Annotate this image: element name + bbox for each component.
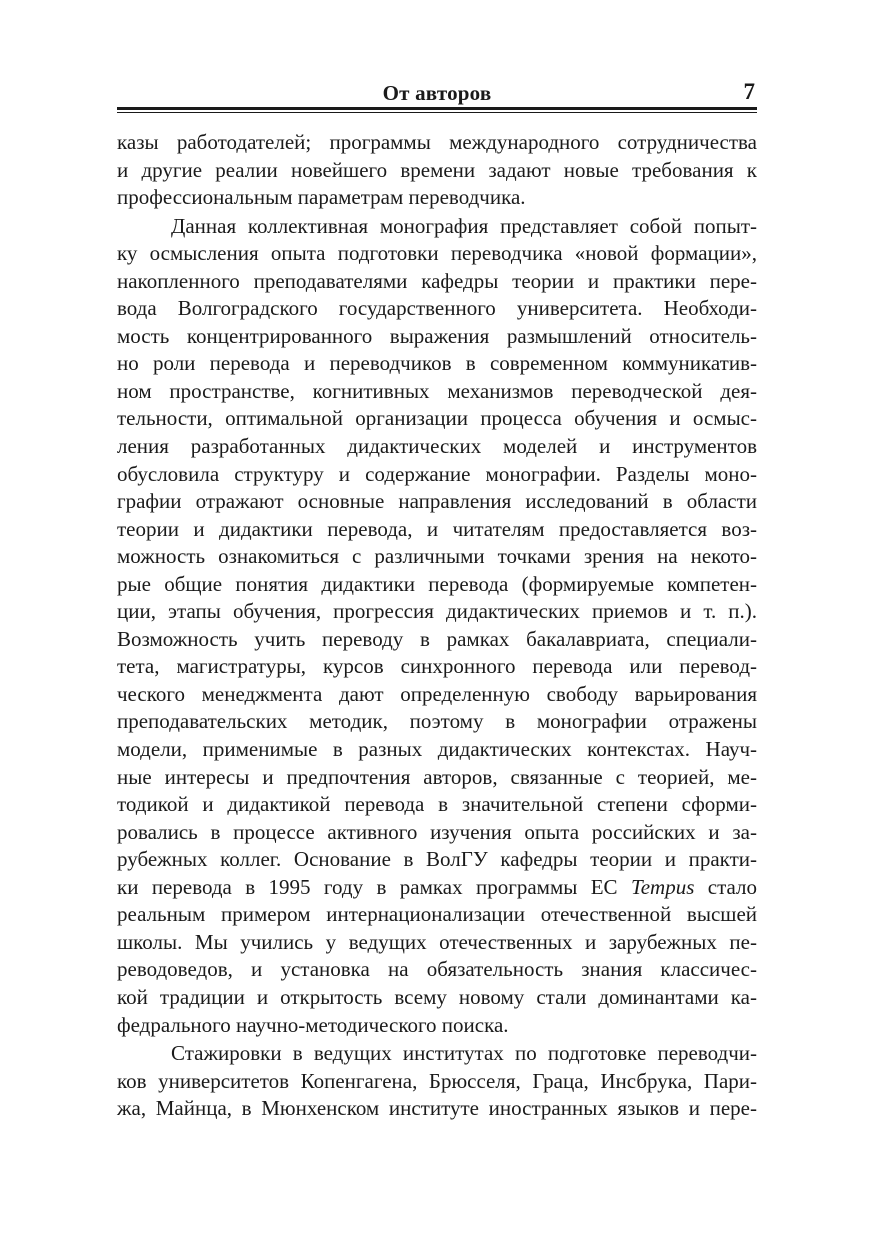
text-line: тета, магистратуры, курсов синхронного перевода или перевод-: [117, 654, 757, 679]
text-line: модели, применимые в разных дидактических контекстах. Науч-: [117, 737, 757, 762]
text-line: жа, Майнца, в Мюнхенском институте иностранных языков и пере-: [117, 1096, 757, 1121]
text-line: рые общие понятия дидактики перевода (формируемые компетен-: [117, 571, 757, 596]
paragraph: [117, 1040, 757, 1123]
text-line: Стажировки в ведущих институтах по подготовке переводчи-: [171, 1041, 757, 1066]
text-line: обусловила структуру и содержание монографии. Разделы моно-: [117, 461, 757, 486]
header-rule-thick: [117, 107, 757, 110]
text-line: кой традиции и открытость всему новому стали доминантами ка-: [117, 984, 757, 1009]
header-rule-thin: [117, 112, 757, 113]
text-line: графии отражают основные направления исследований в области: [117, 489, 757, 514]
text-line: ческого менеджмента дают определенную свободу варьирования: [117, 681, 757, 706]
text-line: можность ознакомиться с различными точками зрения на некото-: [117, 544, 757, 569]
text-line: федрального научно-методического поиска.: [117, 1012, 509, 1037]
italic-term-tempus: Tempus: [630, 874, 695, 899]
text-line: преподавательских методик, поэтому в монографии отражены: [117, 709, 757, 734]
text-line: мость концентрированного выражения размышлений относитель-: [117, 323, 757, 348]
text-line: ции, этапы обучения, прогрессия дидактических приемов и т. п.).: [117, 599, 757, 624]
book-page: [117, 75, 757, 1123]
text-line: но роли перевода и переводчиков в современном коммуникатив-: [117, 351, 757, 376]
running-header: [117, 75, 757, 105]
text-segment: стало: [707, 874, 758, 899]
text-line: профессиональным параметрам переводчика.: [117, 185, 526, 210]
text-line: накопленного преподавателями кафедры теории и практики пере-: [117, 268, 757, 293]
page-number: 7: [743, 79, 755, 104]
text-line: Возможность учить переводу в рамках бакалавриата, специали-: [117, 626, 757, 651]
body-text: [117, 129, 757, 1123]
text-segment: ки перевода в 1995 году в рамках программы ЕС: [117, 874, 618, 899]
paragraph: [117, 129, 757, 212]
text-line: ку осмысления опыта подготовки переводчика «новой формации»,: [117, 241, 757, 266]
text-line: казы работодателей; программы международного сотрудничества: [117, 130, 757, 154]
running-title: От авторов: [382, 81, 492, 105]
text-line: ные интересы и предпочтения авторов, связанные с теорией, ме-: [117, 764, 757, 789]
text-line: реальным примером интернационализации отечественной высшей: [117, 902, 757, 927]
text-line: тодикой и дидактикой перевода в значительной степени сформи-: [117, 792, 757, 817]
text-line: Данная коллективная монография представляет собой попыт-: [171, 213, 757, 238]
text-line: теории и дидактики перевода, и читателям предоставляется воз-: [117, 516, 757, 541]
text-line: ления разработанных дидактических моделей и инструментов: [117, 434, 757, 459]
text-line: реводоведов, и установка на обязательность знания классичес-: [117, 957, 757, 982]
paragraph: [117, 213, 757, 1039]
text-line: тельности, оптимальной организации процесса обучения и осмыс-: [117, 406, 757, 431]
text-line: ровались в процессе активного изучения опыта российских и за-: [117, 819, 757, 844]
text-line: школы. Мы учились у ведущих отечественных и зарубежных пе-: [117, 929, 757, 954]
text-line: ков университетов Копенгагена, Брюсселя, Граца, Инсбрука, Пари-: [117, 1068, 757, 1093]
text-line: рубежных коллег. Основание в ВолГУ кафедры теории и практи-: [117, 847, 757, 872]
text-line: вода Волгоградского государственного университета. Необходи-: [117, 296, 757, 321]
text-line: ном пространстве, когнитивных механизмов переводческой дея-: [117, 378, 757, 403]
text-line: и другие реалии новейшего времени задают новые требования к: [117, 157, 757, 182]
text-line-tempus: [117, 874, 757, 902]
